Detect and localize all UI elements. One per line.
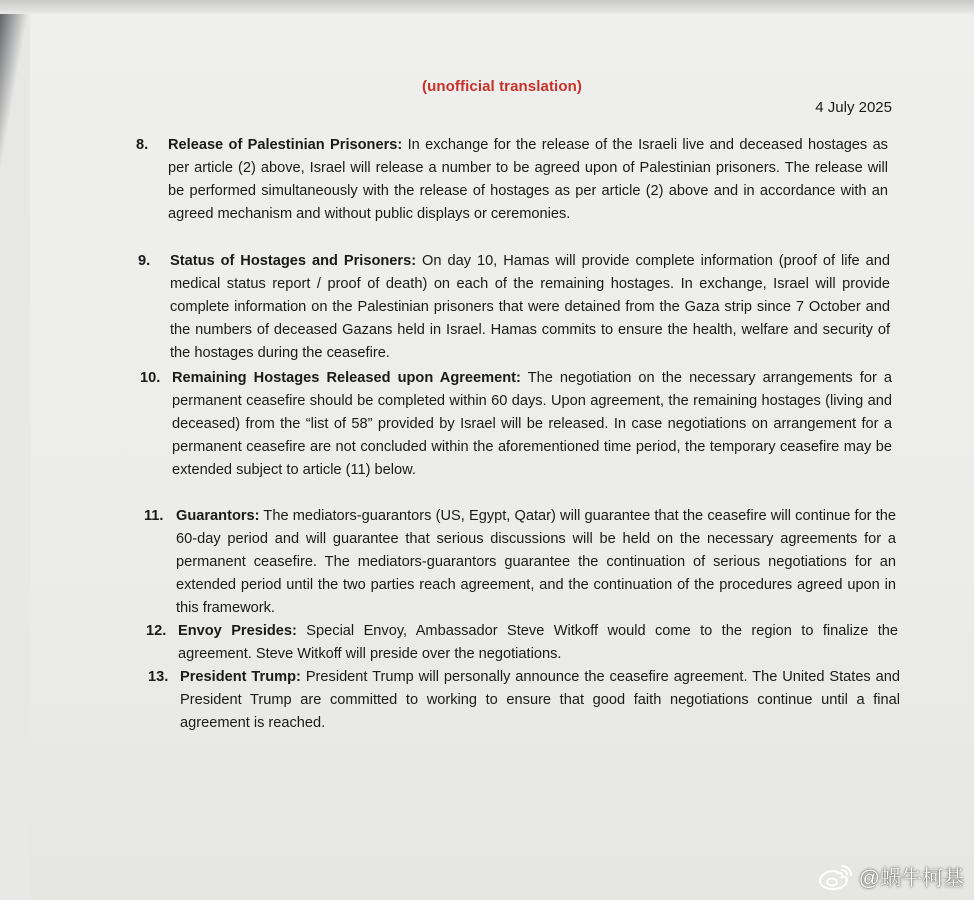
article-number: 12. <box>146 623 167 639</box>
article-number: 8. <box>136 137 149 153</box>
article-text <box>168 134 888 226</box>
document-page <box>30 14 974 900</box>
article-text <box>172 367 892 482</box>
article-8 <box>136 134 888 226</box>
document-date: 4 July 2025 <box>815 99 892 116</box>
article-body: In exchange for the release of the Israeli live and deceased hostages as per article (2) above, Israel will release a number to be agreed upon of Palestinian prisoners. The release will be performed simultaneously with the release of hostages as per article (2) above and in accordance with an agreed mechanism and without public displays or ceremonies. <box>168 137 888 222</box>
article-title: Status of Hostages and Prisoners: <box>170 253 417 269</box>
article-body: On day 10, Hamas will provide complete information (proof of life and medical status report / proof of death) on each of the remaining hostages. In exchange, Israel will provide complete information on the Palestinian prisoners that were detained from the Gaza strip since 7 October and the numbers of deceased Gazans held in Israel. Hamas commits to ensure the health, welfare and security of the hostages during the ceasefire. <box>170 253 890 361</box>
article-title: Guarantors: <box>176 508 260 524</box>
article-10 <box>140 367 892 482</box>
article-number: 11. <box>144 508 164 524</box>
article-text <box>178 620 898 666</box>
document-heading: (unofficial translation) <box>422 78 582 95</box>
article-number: 10. <box>140 370 161 386</box>
article-title: President Trump: <box>180 669 301 685</box>
article-title: Release of Palestinian Prisoners: <box>168 137 403 153</box>
article-text <box>176 505 896 620</box>
article-body: President Trump will personally announce the ceasefire agreement. The United States and President Trump are committed to working to ensure that good faith negotiations continue until a final agreement is reached. <box>180 669 900 731</box>
watermark <box>819 862 964 892</box>
article-9 <box>138 250 890 365</box>
article-text <box>170 250 890 365</box>
weibo-icon <box>819 863 853 891</box>
article-number: 9. <box>138 253 151 269</box>
article-11 <box>144 505 896 620</box>
article-number: 13. <box>148 669 169 685</box>
article-title: Remaining Hostages Released upon Agreement: <box>172 370 521 386</box>
article-text <box>180 666 900 735</box>
screen-top-edge <box>0 0 974 14</box>
article-body: Special Envoy, Ambassador Steve Witkoff would come to the region to finalize the agreement. Steve Witkoff will preside over the negotiations. <box>178 623 898 662</box>
article-body: The mediators-guarantors (US, Egypt, Qatar) will guarantee that the ceasefire will continue for the 60-day period and will guarantee that serious discussions will be held on the necessary agreements for a permanent ceasefire. The mediators-guarantors guarantee the continuation of serious negotiations for an extended period until the two parties reach agreement, and the continuation of the procedures agreed upon in this framework. <box>176 508 896 616</box>
article-title: Envoy Presides: <box>178 623 297 639</box>
article-13 <box>148 666 900 735</box>
article-12 <box>146 620 898 666</box>
watermark-handle: @蜗牛柯基 <box>858 867 964 890</box>
article-body: The negotiation on the necessary arrangements for a permanent ceasefire should be completed within 60 days. Upon agreement, the remaining hostages (living and deceased) from the “list of 58” provided by Israel will be released. In case negotiations on arrangement for a permanent ceasefire are not concluded within the aforementioned time period, the temporary ceasefire may be extended subject to article (11) below. <box>172 370 892 478</box>
